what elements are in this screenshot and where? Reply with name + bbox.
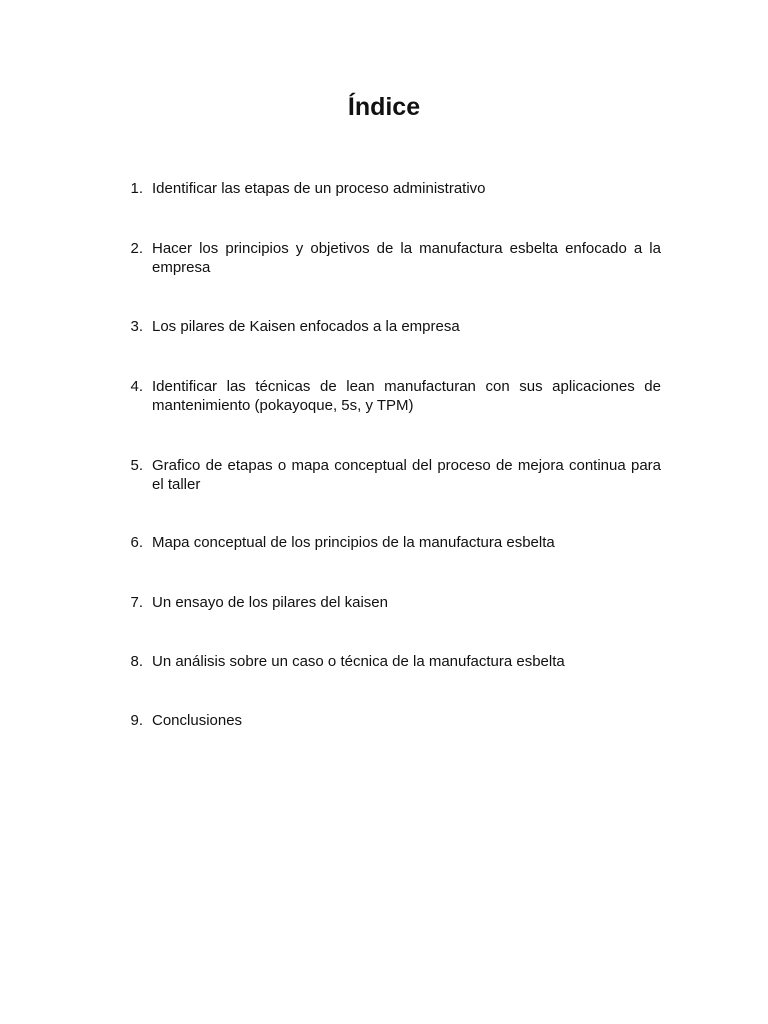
item-number: 9. — [130, 712, 143, 729]
item-number: 3. — [130, 318, 143, 335]
item-text: Hacer los principios y objetivos de la manufactura esbelta enfocado a la empresa — [152, 240, 661, 276]
item-number: 1. — [130, 180, 143, 197]
item-number: 8. — [130, 653, 143, 670]
page-title: Índice — [347, 93, 421, 121]
item-number: 7. — [130, 594, 143, 611]
item-text: Identificar las etapas de un proceso administrativo — [152, 180, 486, 197]
item-text: Grafico de etapas o mapa conceptual del proceso de mejora continua para el taller — [152, 457, 661, 493]
item-text: Mapa conceptual de los principios de la manufactura esbelta — [152, 534, 555, 551]
item-text: Identificar las técnicas de lean manufacturan con sus aplicaciones de mantenimiento (pokayoque, 5s, y TPM) — [152, 378, 661, 414]
item-number: 2. — [130, 240, 143, 257]
item-number: 6. — [130, 534, 143, 551]
item-number: 5. — [130, 457, 143, 474]
item-text: Un ensayo de los pilares del kaisen — [152, 594, 388, 611]
item-text: Conclusiones — [152, 712, 243, 729]
item-text: Un análisis sobre un caso o técnica de la manufactura esbelta — [152, 653, 565, 670]
item-number: 4. — [130, 378, 143, 395]
item-text: Los pilares de Kaisen enfocados a la empresa — [152, 318, 460, 335]
